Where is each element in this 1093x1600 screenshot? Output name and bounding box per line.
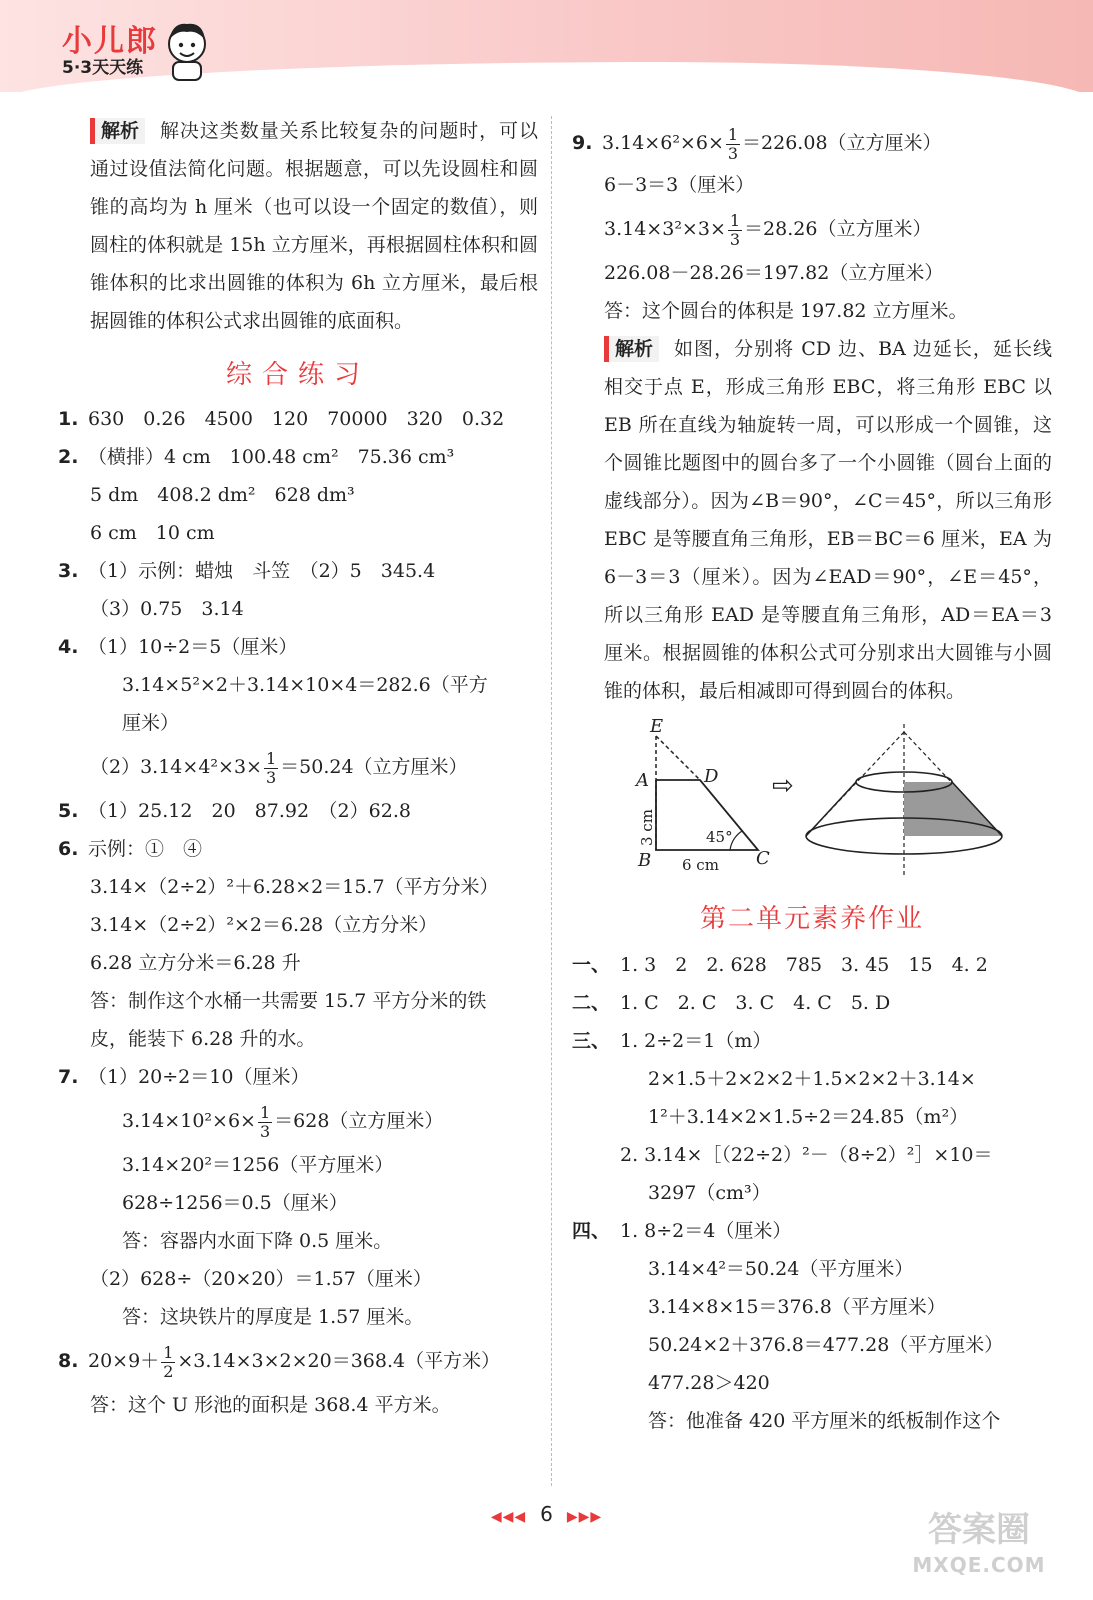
part-4-line: 3.14×8×15＝376.8（平方厘米） — [648, 1296, 946, 1318]
question-6-line: 3.14×（2÷2）²＋6.28×2＝15.7（平方分米） — [90, 876, 499, 898]
question-7-line: 3.14×20²＝1256（平方厘米） — [122, 1154, 394, 1176]
label-B: B — [638, 850, 652, 871]
brand-logo — [62, 26, 158, 78]
label-A: A — [636, 770, 649, 791]
analysis-text: 如图，分别将 CD 边、BA 边延长，延长线相交于点 E，形成三角形 EBC，将三角形 EBC 以 EB 所在直线为轴旋转一周，可以形成一个圆锥，这个圆锥比题图中的圆台多了一个小圆锥（圆台上面的虚线部分）。因为∠B＝90°，∠C＝45°，所以三角形 EBC 是等腰直角三角形，EB＝BC＝6 厘米，EA 为 6－3＝3（厘米）。因为∠EAD＝90°，∠E＝45°，所以三角形 EAD 是等腰直角三角形，AD＝EA＝3 厘米。根据圆锥的体积公式可分别求出大圆锥与小圆锥的体积，最后相减即可得到圆台的体积。 — [604, 338, 1052, 702]
part-4-line: 50.24×2＋376.8＝477.28（平方厘米） — [648, 1334, 1004, 1356]
question-4-line: 厘米） — [122, 712, 180, 734]
question-7: 7. （1）20÷2＝10（厘米） — [58, 1066, 310, 1088]
arrow-icon: ⇨ — [772, 771, 794, 801]
analysis-tag: 解析 — [604, 336, 659, 362]
question-7-line: 3.14×10²×6× $\frac{1}{3}$ ＝628（立方厘米） — [122, 1102, 444, 1141]
question-4-line: 3.14×5²×2＋3.14×10×4＝282.6（平方 — [122, 674, 488, 696]
prev-arrows-icon: ◀◀◀ — [490, 1509, 527, 1525]
label-C: C — [756, 848, 770, 869]
question-9: 9. 3.14×6²×6× $\frac{1}{3}$ ＝226.08（立方厘米） — [572, 124, 942, 163]
analysis-tag: 解析 — [90, 118, 145, 144]
page-number: 6 — [540, 1502, 553, 1526]
part-4-line: 3.14×4²＝50.24（平方厘米） — [648, 1258, 914, 1280]
question-3-line: （3）0.75 3.14 — [90, 598, 244, 620]
logo-main-text: 小儿郎 — [62, 24, 158, 59]
question-6-line: 皮，能装下 6.28 升的水。 — [90, 1028, 316, 1050]
analysis-block-2 — [572, 330, 1052, 710]
question-7-line: 答：这块铁片的厚度是 1.57 厘米。 — [122, 1306, 424, 1328]
question-1: 1. 630 0.26 4500 120 70000 320 0.32 — [58, 408, 505, 430]
logo-sub-text: 5·3天天练 — [62, 58, 144, 78]
question-6-line: 答：制作这个水桶一共需要 15.7 平方分米的铁 — [90, 990, 487, 1012]
question-9-line: 3.14×3²×3× $\frac{1}{3}$ ＝28.26（立方厘米） — [604, 210, 932, 249]
part-3-line: 1²＋3.14×2×1.5÷2＝24.85（m²） — [648, 1106, 969, 1128]
part-3-line: 2. 3.14×［（22÷2）²－（8÷2）²］×10＝ — [620, 1144, 993, 1166]
question-9-line: 226.08－28.26＝197.82（立方厘米） — [604, 262, 944, 284]
fraction: $\frac{1}{2}$ — [163, 1342, 174, 1381]
left-column — [58, 112, 538, 1424]
question-4: 4. （1）10÷2＝5（厘米） — [58, 636, 298, 658]
question-2: 2. （横排）4 cm 100.48 cm² 75.36 cm³ — [58, 446, 455, 468]
question-3: 3. （1）示例：蜡烛 斗笠 （2）5 345.4 — [58, 560, 436, 582]
label-3cm: 3 cm — [638, 809, 656, 846]
next-arrows-icon: ▶▶▶ — [566, 1509, 603, 1525]
part-4-line: 477.28＞420 — [648, 1372, 770, 1394]
watermark-text: 答案圈 — [928, 1510, 1030, 1550]
question-6-line: 3.14×（2÷2）²×2＝6.28（立方分米） — [90, 914, 438, 936]
question-6-line: 6.28 立方分米＝6.28 升 — [90, 952, 301, 974]
fraction: $\frac{1}{3}$ — [729, 210, 741, 249]
question-6: 6. 示例：① ④ — [58, 838, 203, 860]
right-column — [572, 120, 1052, 1440]
part-2: 二、 1. C 2. C 3. C 4. C 5. D — [572, 992, 891, 1014]
fraction: $\frac{1}{3}$ — [265, 748, 277, 787]
question-8-line: 答：这个 U 形池的面积是 368.4 平方米。 — [90, 1394, 451, 1416]
part-3-line: 3297（cm³） — [648, 1182, 771, 1204]
part-3: 三、 1. 2÷2＝1（m） — [572, 1030, 772, 1052]
mascot-icon — [163, 18, 211, 84]
fraction: $\frac{1}{3}$ — [259, 1102, 271, 1141]
question-8: 8. 20×9＋ $\frac{1}{2}$ ×3.14×3×2×20＝368.4（平方米） — [58, 1342, 501, 1381]
part-4: 四、 1. 8÷2＝4（厘米） — [572, 1220, 792, 1242]
analysis-text: 解决这类数量关系比较复杂的问题时，可以通过设值法简化问题。根据题意，可以先设圆柱和圆锥的高均为 h 厘米（也可以设一个固定的数值），则圆柱的体积就是 15h 立方厘米，再根据圆柱体积和圆锥体积的比求出圆锥的体积为 6h 立方厘米，最后根据圆锥的体积公式求出圆锥的底面积。 — [90, 120, 538, 332]
section-title-practice: 综合练习 — [225, 360, 370, 390]
question-2-line: 6 cm 10 cm — [90, 522, 215, 544]
section-title-unit2: 第二单元素养作业 — [699, 904, 924, 934]
part-3-line: 2×1.5＋2×2×2＋1.5×2×2＋3.14× — [648, 1068, 976, 1090]
question-9-line: 6－3＝3（厘米） — [604, 174, 755, 196]
question-4-line: （2）3.14×4²×3× $\frac{1}{3}$ ＝50.24（立方厘米） — [90, 748, 468, 787]
label-angle: 45° — [706, 828, 733, 846]
part-1: 一、 1. 3 2 2. 628 785 3. 45 15 4. 2 — [572, 954, 988, 976]
label-E: E — [650, 718, 664, 737]
question-9-line: 答：这个圆台的体积是 197.82 立方厘米。 — [604, 300, 968, 322]
geometry-figure — [572, 718, 1052, 888]
question-7-line: 答：容器内水面下降 0.5 厘米。 — [122, 1230, 393, 1252]
watermark — [884, 1508, 1074, 1590]
fraction: $\frac{1}{3}$ — [727, 124, 739, 163]
column-divider — [551, 116, 552, 1486]
label-D: D — [704, 766, 719, 787]
question-7-line: （2）628÷（20×20）＝1.57（厘米） — [90, 1268, 432, 1290]
label-6cm: 6 cm — [682, 856, 719, 874]
question-5: 5. （1）25.12 20 87.92 （2）62.8 — [58, 800, 411, 822]
analysis-block — [58, 112, 538, 340]
watermark-url: MXQE.COM — [912, 1553, 1046, 1577]
question-2-line: 5 dm 408.2 dm² 628 dm³ — [90, 484, 355, 506]
part-4-line: 答：他准备 420 平方厘米的纸板制作这个 — [648, 1410, 1001, 1432]
frustum-diagram — [572, 718, 1052, 888]
question-7-line: 628÷1256＝0.5（厘米） — [122, 1192, 348, 1214]
